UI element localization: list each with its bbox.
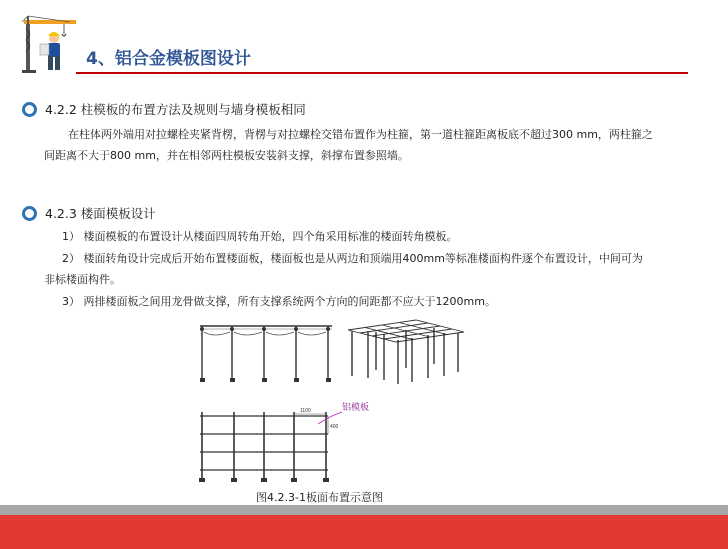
page-title: 4、铝合金模板图设计 (86, 49, 251, 69)
circle-bullet-icon (22, 102, 37, 117)
list-item: 2） 楼面转角设计完成后开始布置楼面板，楼面板也是从两边和顶端用400mm等标准楼面构件逐个布置设计，中间可为 (62, 252, 643, 265)
footer-red-band (0, 515, 728, 549)
paragraph-line: 间距离不大于800 mm，并在相邻两柱模板安装斜支撑，斜撑布置参照墙。 (44, 149, 409, 162)
section-heading-4-2-2 (22, 100, 306, 118)
floor-panel-layout-diagram (196, 402, 386, 484)
list-item: 1） 楼面模板的布置设计从楼面四周转角开始，四个角采用标准的楼面转角模板。 (62, 230, 458, 243)
column-elevation-diagram (196, 320, 336, 384)
figure-caption: 图4.2.3-1板面布置示意图 (256, 491, 383, 504)
dimension-side-label: 400 (330, 424, 339, 430)
isometric-formwork-diagram (346, 318, 466, 388)
section-heading-text: 4.2.3 楼面模板设计 (45, 206, 156, 221)
list-item-continuation: 非标楼面构件。 (44, 273, 121, 286)
title-underline (76, 72, 688, 74)
section-heading-4-2-3 (22, 204, 156, 222)
list-item: 3） 两排楼面板之间用龙骨做支撑，所有支撑系统两个方向的间距都不应大于1200mm。 (62, 295, 496, 308)
callout-label: 铝模板 (342, 403, 370, 413)
paragraph-line: 在柱体两外端用对拉螺栓夹紧背楞，背楞与对拉螺栓交错布置作为柱箍，第一道柱箍距离板底不超过300 mm，两柱箍之 (68, 128, 653, 141)
circle-bullet-icon (22, 206, 37, 221)
footer-gray-band (0, 505, 728, 515)
dimension-top-label: 1100 (300, 408, 311, 414)
crane-worker-icon (20, 14, 80, 76)
section-heading-text: 4.2.2 柱模板的布置方法及规则与墙身模板相同 (45, 102, 306, 117)
